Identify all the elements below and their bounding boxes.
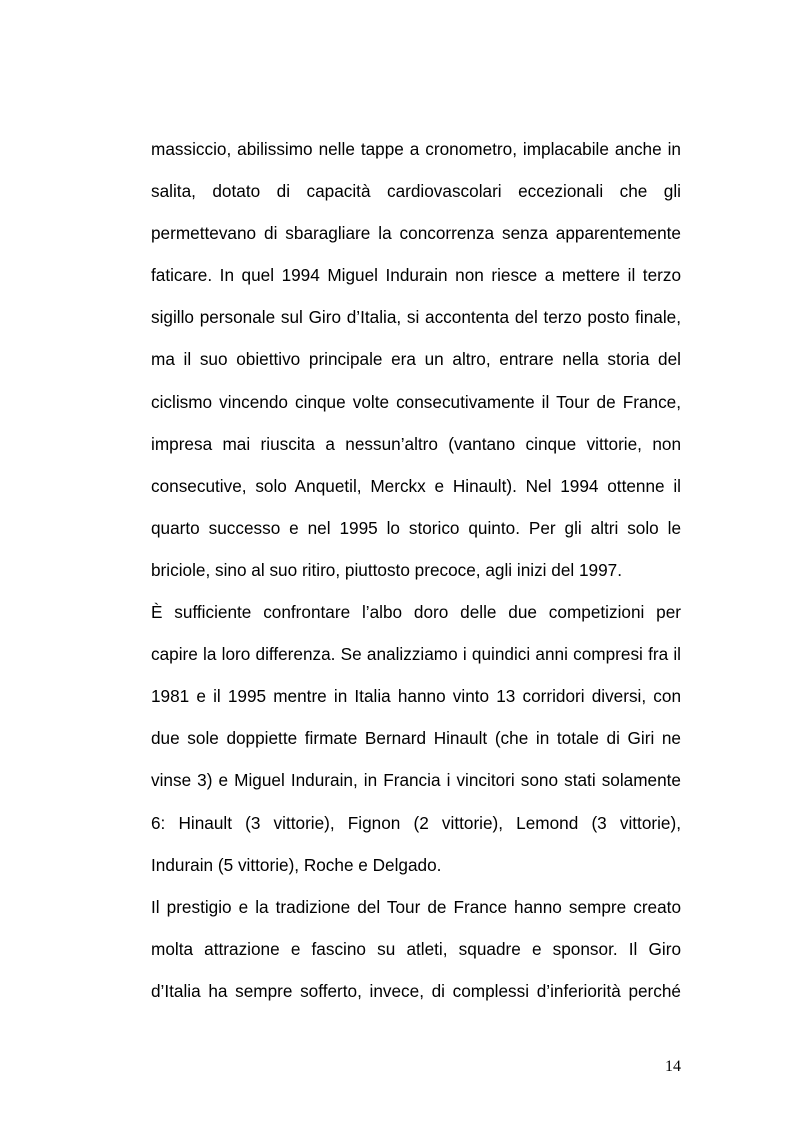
text-line: ciclismo vincendo cinque volte consecutivamente il Tour de France,	[151, 391, 681, 412]
text-line: briciole, sino al suo ritiro, piuttosto precoce, agli inizi del 1997.	[151, 559, 622, 580]
text-line: consecutive, solo Anquetil, Merckx e Hinault). Nel 1994 ottenne il	[151, 475, 681, 496]
paragraph-indurain	[151, 128, 681, 591]
body-text	[151, 128, 681, 1012]
text-line: massiccio, abilissimo nelle tappe a cronometro, implacabile anche in	[151, 139, 681, 159]
text-line: due sole doppiette firmate Bernard Hinault (che in totale di Giri ne	[151, 728, 681, 749]
page-body	[151, 128, 681, 1012]
text-line: quarto successo e nel 1995 lo storico quinto. Per gli altri solo le	[151, 517, 681, 538]
text-line: Il prestigio e la tradizione del Tour de France hanno sempre creato	[151, 896, 681, 917]
text-line: 6: Hinault (3 vittorie), Fignon (2 vittorie), Lemond (3 vittorie),	[151, 812, 681, 833]
text-line: sigillo personale sul Giro d’Italia, si accontenta del terzo posto finale,	[151, 307, 681, 328]
text-line: 1981 e il 1995 mentre in Italia hanno vinto 13 corridori diversi, con	[151, 686, 681, 707]
text-line: impresa mai riuscita a nessun’altro (vantano cinque vittorie, non	[151, 433, 681, 454]
text-line: ma il suo obiettivo principale era un altro, entrare nella storia del	[151, 349, 681, 370]
page-number: 14	[665, 1058, 681, 1075]
paragraph-albo-doro	[151, 591, 681, 886]
text-line: Indurain (5 vittorie), Roche e Delgado.	[151, 854, 442, 875]
text-line: capire la loro differenza. Se analizziamo i quindici anni compresi fra il	[151, 644, 681, 665]
text-line: salita, dotato di capacità cardiovascolari eccezionali che gli	[151, 181, 681, 202]
text-line: d’Italia ha sempre sofferto, invece, di complessi d’inferiorità perché	[151, 980, 681, 1001]
text-line: permettevano di sbaragliare la concorrenza senza apparentemente	[151, 223, 681, 244]
text-line: È sufficiente confrontare l’albo doro delle due competizioni per	[151, 602, 681, 623]
paragraph-prestigio	[151, 886, 681, 1012]
text-line: faticare. In quel 1994 Miguel Indurain non riesce a mettere il terzo	[151, 265, 681, 286]
text-line: molta attrazione e fascino su atleti, squadre e sponsor. Il Giro	[151, 938, 681, 959]
text-line: vinse 3) e Miguel Indurain, in Francia i vincitori sono stati solamente	[151, 770, 681, 791]
